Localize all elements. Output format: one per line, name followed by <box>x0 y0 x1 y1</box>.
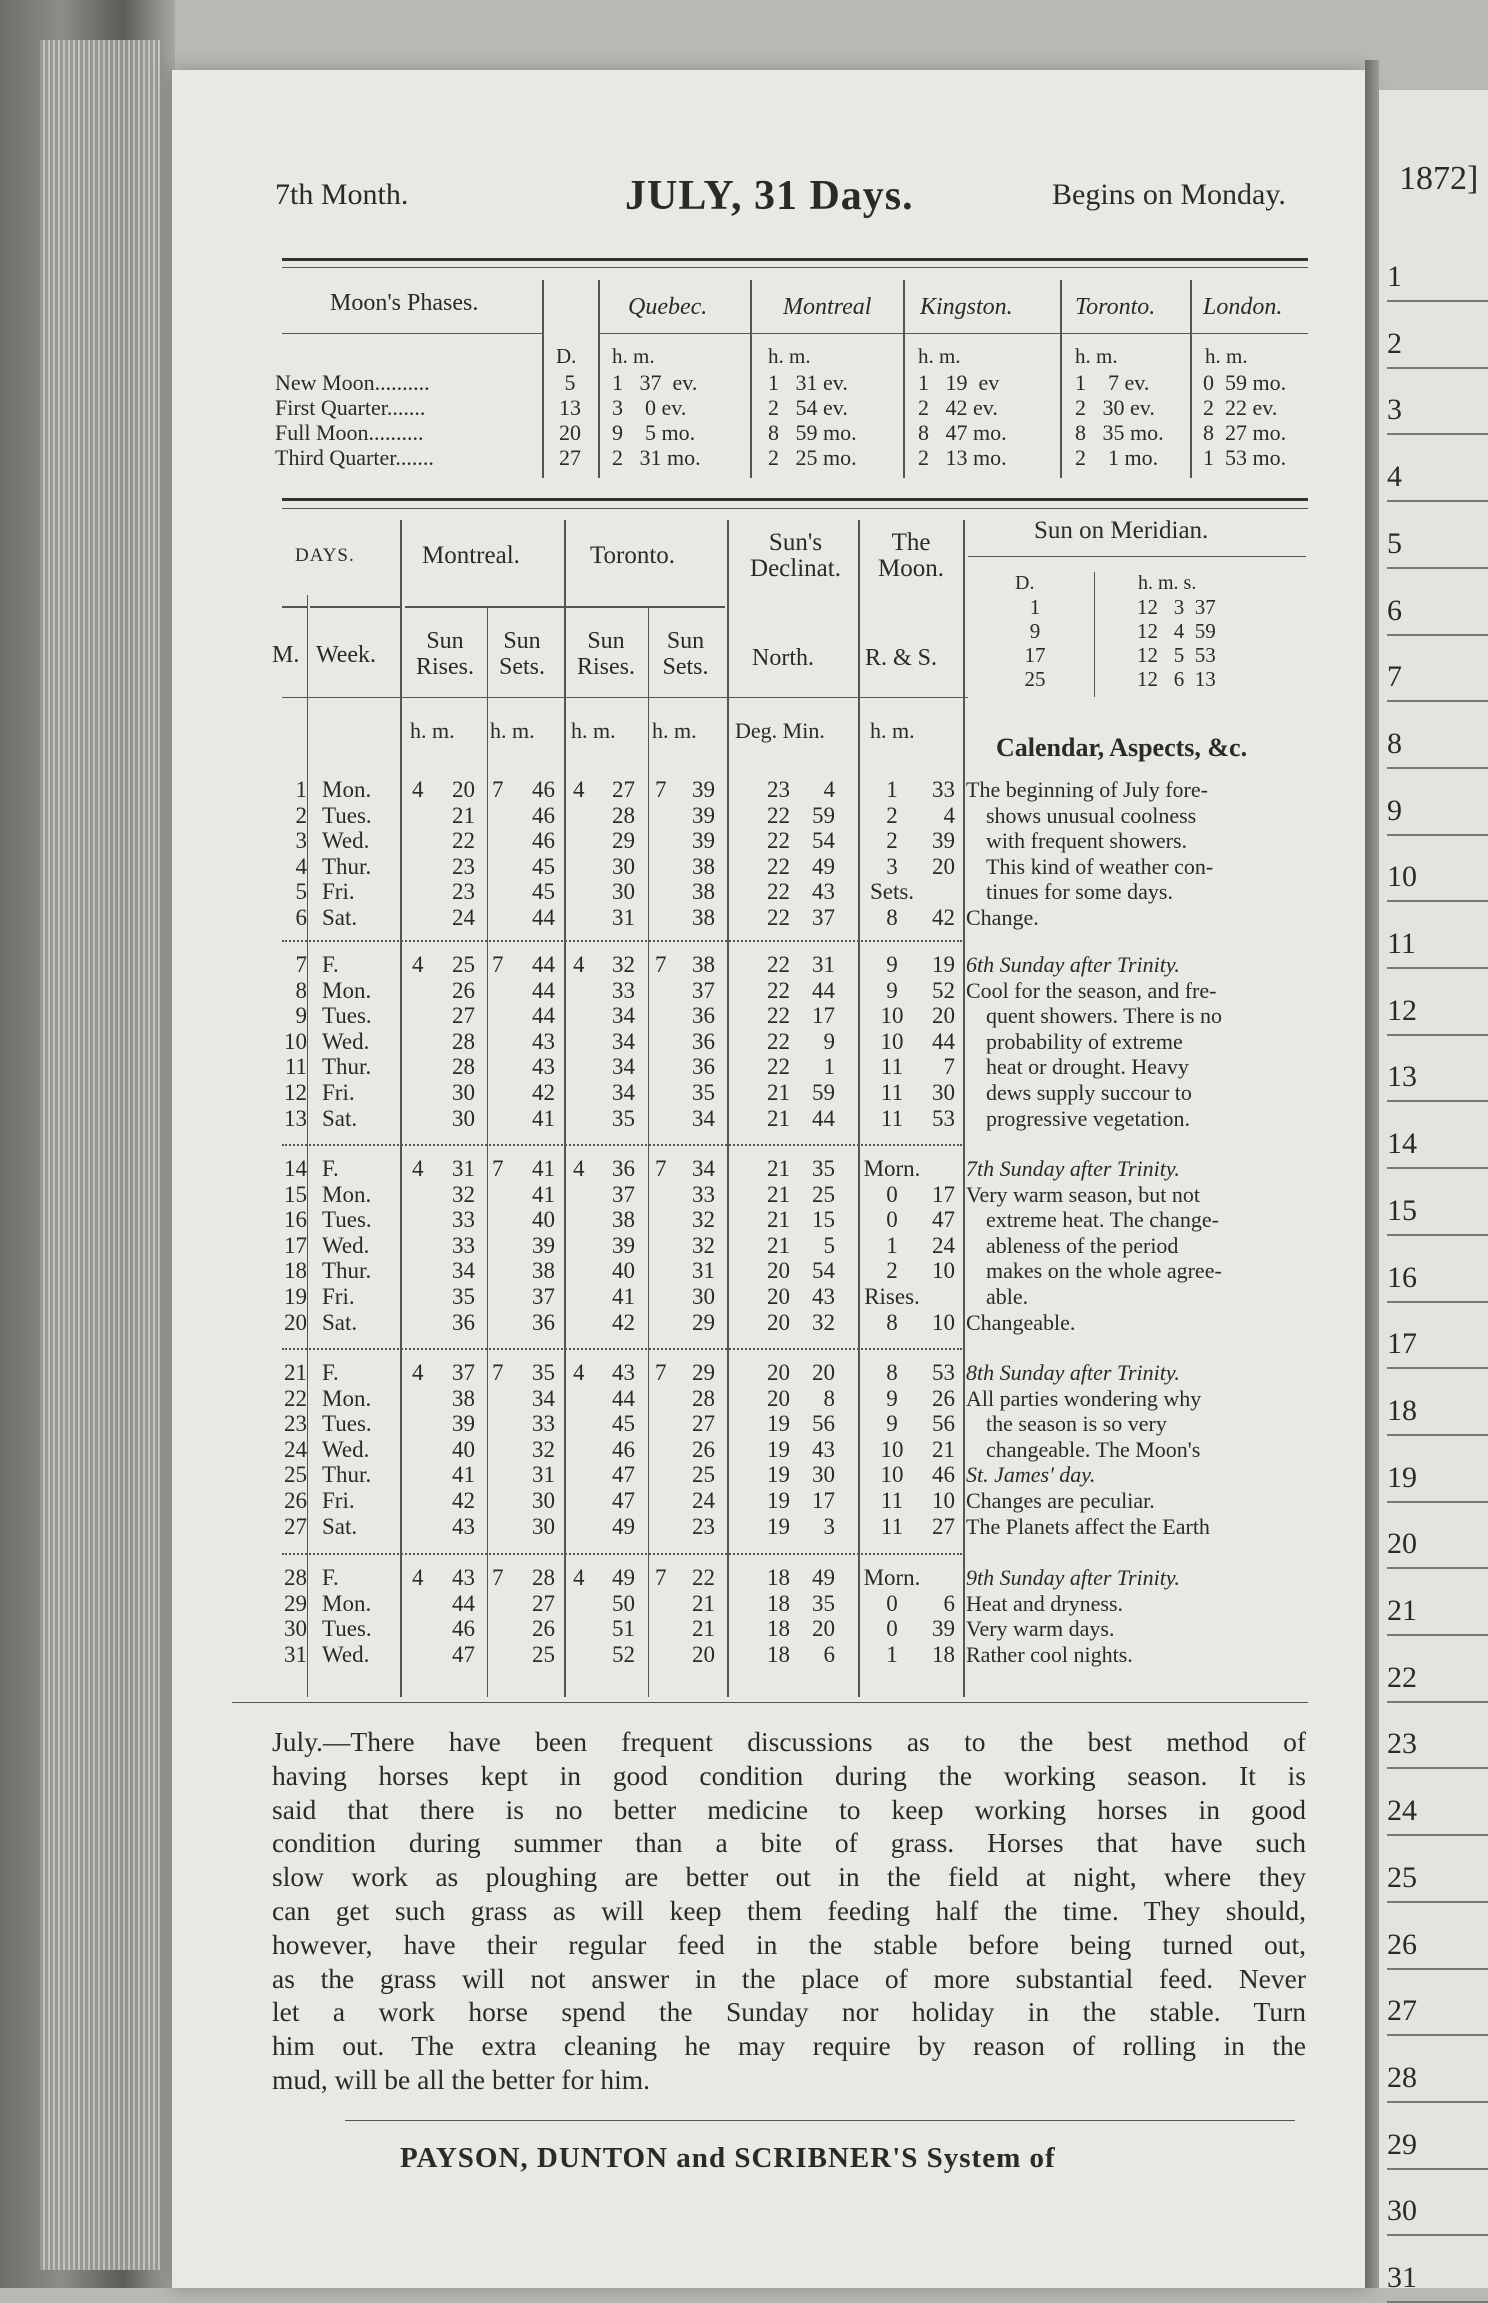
montreal-rise-hour-column: 4 <box>412 1360 424 1385</box>
calendar-line: 8th Sunday after Trinity. <box>966 1360 1180 1385</box>
phases-subhead-q: h. m. <box>612 344 655 368</box>
facing-day-number: 8 <box>1387 727 1488 769</box>
calendar-line: changeable. The Moon's <box>986 1436 1201 1462</box>
paragraph-line: said that there is no better medicine to keep working horses in good <box>272 1793 1306 1825</box>
calendar-line: heat or drought. Heavy <box>986 1054 1189 1080</box>
paragraph-line: however, have their regular feed in the stable before being turned out, <box>272 1928 1306 1960</box>
moon-header: The Moon. <box>878 529 944 582</box>
toronto-sets-hm: h. m. <box>652 718 697 743</box>
toronto-rises-hm: h. m. <box>571 718 616 743</box>
calendar-line: able. <box>986 1283 1029 1309</box>
moon-hour-column: 1 2 2 3 Sets. 8 <box>869 777 915 930</box>
toronto-rise-min-column: 27 28 29 30 30 31 <box>612 777 635 930</box>
moon-hour-column: Morn. 0 0 1 2 Rises. 8 <box>863 1156 921 1335</box>
toronto-rise-hour-column: 4 <box>573 1360 585 1385</box>
facing-day-number: 18 <box>1387 1394 1488 1436</box>
paragraph-line: having horses kept in good condition during the working season. It is <box>272 1759 1306 1791</box>
mid-rule <box>282 498 1308 501</box>
phase-m-cell: 8 59 mo. <box>768 420 857 445</box>
declination-min-column: 49 35 20 6 <box>812 1565 835 1667</box>
phases-subhead-l: h. m. <box>1205 344 1248 368</box>
facing-day-number: 24 <box>1387 1794 1488 1836</box>
montreal-rise-min-column: 31 32 33 33 34 35 36 <box>452 1156 475 1335</box>
facing-day-number: 23 <box>1387 1727 1488 1769</box>
day-of-week-column: F. Mon. Tues. Wed. <box>322 1565 372 1667</box>
montreal-rise-hour-column: 4 <box>412 777 424 802</box>
day-of-month-column: 7 8 9 10 11 12 13 <box>284 952 307 1131</box>
calendar-notes <box>966 952 1306 1131</box>
toronto-rise-min-column: 32 33 34 34 34 34 35 <box>612 952 635 1131</box>
facing-day-number: 12 <box>1387 994 1488 1036</box>
calendar-line: The Planets affect the Earth <box>966 1513 1210 1539</box>
paragraph-line: July.—There have been frequent discussions as to the best method of <box>272 1726 1306 1757</box>
phase-d-cell: 13 <box>559 395 581 420</box>
day-of-week-column: F. Mon. Tues. Wed. Thur. Fri. Sat. <box>322 1156 372 1335</box>
meridian-days: 1 9 17 25 <box>1024 595 1046 691</box>
calendar-line: Very warm season, but not <box>966 1181 1201 1207</box>
phases-subhead-d: D. <box>556 344 577 368</box>
july-paragraph <box>272 1725 1306 2097</box>
montreal-rise-min-column: 20 21 22 23 23 24 <box>452 777 475 930</box>
calendar-line: This kind of weather con- <box>986 853 1214 879</box>
day-of-month-column: 14 15 16 17 18 19 20 <box>284 1156 307 1335</box>
m-header: M. <box>272 642 300 668</box>
phases-city-quebec: Quebec. <box>628 294 708 320</box>
declination-min-column: 31 44 17 9 1 59 44 <box>812 952 835 1131</box>
montreal-set-hour-column: 7 <box>492 777 504 802</box>
calendar-line: makes on the whole agree- <box>986 1258 1222 1284</box>
calendar-line: St. James' day. <box>966 1462 1096 1488</box>
facing-day-number: 21 <box>1387 1594 1488 1636</box>
calendar-line: Very warm days. <box>966 1616 1115 1642</box>
phase-l-cell: 2 22 ev. <box>1203 395 1278 420</box>
phase-k-cell: 2 13 mo. <box>918 445 1007 470</box>
declination-deg-column: 18 18 18 18 <box>767 1565 790 1667</box>
calendar-line: progressive vegetation. <box>986 1105 1191 1131</box>
calendar-line: Cool for the season, and fre- <box>966 977 1217 1003</box>
calendar-line: Rather cool nights. <box>966 1641 1133 1667</box>
toronto-set-hour-column: 7 <box>655 777 667 802</box>
moon-hour-column: Morn. 0 0 1 <box>863 1565 921 1667</box>
paragraph-line: let a work horse spend the Sunday nor holiday in the stable. Turn <box>272 1996 1306 2028</box>
montreal-set-min-column: 44 44 44 43 43 42 41 <box>532 952 555 1131</box>
calendar-line: The beginning of July fore- <box>966 777 1208 802</box>
toronto-rise-hour-column: 4 <box>573 952 585 977</box>
top-rule-thin <box>282 267 1308 268</box>
paragraph-line: condition during summer than a bite of grass. Horses that have such <box>272 1827 1306 1859</box>
day-of-week-column: Mon. Tues. Wed. Thur. Fri. Sat. <box>322 777 372 930</box>
moon-min-column: 17 47 24 10 10 <box>932 1181 955 1335</box>
toronto-set-min-column: 39 39 39 38 38 38 <box>692 777 715 930</box>
toronto-sets-header: Sun Sets. <box>662 628 709 680</box>
facing-day-number: 31 <box>1387 2261 1488 2303</box>
phases-heading: Moon's Phases. <box>330 290 479 316</box>
facing-day-number: 14 <box>1387 1127 1488 1169</box>
toronto-rises-header: Sun Rises. <box>576 628 635 680</box>
declination-deg-column: 21 21 21 21 20 20 20 <box>767 1156 790 1335</box>
calendar-line: the season is so very <box>986 1411 1167 1437</box>
phase-q-cell: 2 31 mo. <box>612 445 701 470</box>
facing-day-number: 1 <box>1387 260 1488 302</box>
begins-label: Begins on Monday. <box>1052 178 1286 211</box>
toronto-set-hour-column: 7 <box>655 952 667 977</box>
calendar-header: Calendar, Aspects, &c. <box>996 733 1248 762</box>
calendar-line: All parties wondering why <box>966 1385 1202 1411</box>
calendar-line: ableness of the period <box>986 1232 1179 1258</box>
phase-name-cell: Full Moon.......... <box>275 420 424 445</box>
toronto-rise-min-column: 36 37 38 39 40 41 42 <box>612 1156 635 1335</box>
sun-declination-header: Sun's Declinat. <box>750 529 841 582</box>
toronto-rise-hour-column: 4 <box>573 777 585 802</box>
week-header: Week. <box>316 642 377 668</box>
calendar-line: probability of extreme <box>986 1028 1183 1054</box>
toronto-set-min-column: 29 28 27 26 25 24 23 <box>692 1360 715 1539</box>
phase-l-cell: 1 53 mo. <box>1203 445 1287 470</box>
calendar-line: tinues for some days. <box>986 879 1173 905</box>
page-title: JULY, 31 Days. <box>625 173 914 219</box>
facing-day-number: 29 <box>1387 2128 1488 2170</box>
facing-day-number: 22 <box>1387 1661 1488 1703</box>
toronto-rise-hour-column: 4 <box>573 1156 585 1181</box>
toronto-header: Toronto. <box>590 542 676 569</box>
days-header: DAYS. <box>295 545 355 566</box>
facing-day-number: 28 <box>1387 2061 1488 2103</box>
page-edges <box>40 40 160 2270</box>
month-label: 7th Month. <box>275 178 409 211</box>
phase-q-cell: 3 0 ev. <box>612 395 687 420</box>
calendar-line: Changeable. <box>966 1309 1076 1335</box>
calendar-notes <box>966 777 1306 931</box>
montreal-set-hour-column: 7 <box>492 1156 504 1181</box>
calendar-line: Heat and dryness. <box>966 1590 1124 1616</box>
day-of-month-column: 28 29 30 31 <box>284 1565 307 1667</box>
mid-rule-thin <box>282 508 1308 509</box>
paragraph-line: him out. The extra cleaning he may require by reason of rolling in the <box>272 2030 1306 2062</box>
facing-day-number: 17 <box>1387 1327 1488 1369</box>
book-gutter <box>1365 60 1379 2288</box>
declination-deg-column: 22 22 22 22 22 21 21 <box>767 952 790 1131</box>
phase-q-cell: 1 37 ev. <box>612 370 698 395</box>
montreal-rise-hour-column: 4 <box>412 1156 424 1181</box>
montreal-set-hour-column: 7 <box>492 952 504 977</box>
facing-day-number: 19 <box>1387 1461 1488 1503</box>
montreal-set-hour-column: 7 <box>492 1360 504 1385</box>
phases-city-london: London. <box>1203 294 1283 320</box>
phase-l-cell: 8 27 mo. <box>1203 420 1287 445</box>
calendar-notes <box>966 1156 1306 1335</box>
montreal-rise-hour-column: 4 <box>412 1565 424 1590</box>
moon-hour-column: 8 9 9 10 10 11 11 <box>880 1360 904 1539</box>
phase-t-cell: 8 35 mo. <box>1075 420 1164 445</box>
phase-k-cell: 8 47 mo. <box>918 420 1007 445</box>
calendar-line: Changes are peculiar. <box>966 1487 1155 1513</box>
declination-min-column: 4 59 54 49 43 37 <box>812 777 835 930</box>
montreal-set-min-column: 41 41 40 39 38 37 36 <box>532 1156 555 1335</box>
facing-day-number: 25 <box>1387 1861 1488 1903</box>
declination-min-column: 35 25 15 5 54 43 32 <box>812 1156 835 1335</box>
moon-min-column: 6 39 18 <box>932 1590 955 1667</box>
toronto-rise-min-column: 49 50 51 52 <box>612 1565 635 1667</box>
phase-m-cell: 2 25 mo. <box>768 445 857 470</box>
calendar-notes <box>966 1565 1306 1667</box>
montreal-sets-header: Sun Sets. <box>498 628 545 680</box>
facing-day-number: 3 <box>1387 393 1488 435</box>
facing-day-number: 10 <box>1387 860 1488 902</box>
meridian-header: Sun on Meridian. <box>1034 517 1209 544</box>
phase-l-cell: 0 59 mo. <box>1203 370 1287 395</box>
montreal-rises-header: Sun Rises. <box>415 628 474 680</box>
declination-min-column: 20 8 56 43 30 17 3 <box>812 1360 835 1539</box>
calendar-line: extreme heat. The change- <box>986 1207 1219 1233</box>
phases-subhead-t: h. m. <box>1075 344 1118 368</box>
montreal-set-min-column: 46 46 46 45 45 44 <box>532 777 555 930</box>
phase-d-cell: 27 <box>559 445 581 470</box>
phase-q-cell: 9 5 mo. <box>612 420 696 445</box>
phases-subhead-k: h. m. <box>918 344 961 368</box>
phases-city-kingston: Kingston. <box>920 294 1013 320</box>
phase-k-cell: 1 19 ev <box>918 370 1000 395</box>
calendar-line: with frequent showers. <box>986 828 1188 854</box>
facing-day-number: 9 <box>1387 794 1488 836</box>
facing-day-number: 20 <box>1387 1527 1488 1569</box>
calendar-line: 6th Sunday after Trinity. <box>966 952 1180 977</box>
toronto-set-min-column: 22 21 21 20 <box>692 1565 715 1667</box>
footer-rule <box>345 2120 1295 2121</box>
facing-day-number: 27 <box>1387 1994 1488 2036</box>
facing-day-number: 16 <box>1387 1261 1488 1303</box>
phase-d-cell: 20 <box>559 420 581 445</box>
calendar-line: 9th Sunday after Trinity. <box>966 1565 1180 1590</box>
montreal-rise-hour-column: 4 <box>412 952 424 977</box>
meridian-times: 12 3 37 12 4 59 12 5 53 12 6 13 <box>1137 595 1216 691</box>
declination-deg-column: 23 22 22 22 22 22 <box>767 777 790 930</box>
moon-min-column: 53 26 56 21 46 10 27 <box>932 1360 955 1539</box>
day-of-week-column: F. Mon. Tues. Wed. Thur. Fri. Sat. <box>322 1360 372 1539</box>
montreal-rises-hm: h. m. <box>410 718 455 743</box>
phase-m-cell: 2 54 ev. <box>768 395 848 420</box>
paragraph-line: slow work as ploughing are better out in the field at night, where they <box>272 1861 1306 1893</box>
week-separator-dots <box>282 1553 962 1555</box>
toronto-rise-hour-column: 4 <box>573 1565 585 1590</box>
phase-t-cell: 1 7 ev. <box>1075 370 1150 395</box>
montreal-header: Montreal. <box>422 542 520 569</box>
phase-t-cell: 2 1 mo. <box>1075 445 1159 470</box>
facing-day-number: 2 <box>1387 327 1488 369</box>
calendar-line: shows unusual coolness <box>986 802 1197 828</box>
calendar-line: quent showers. There is no <box>986 1003 1223 1029</box>
paragraph-line: can get such grass as will keep them feeding half the time. They should, <box>272 1894 1306 1926</box>
calendar-line: Change. <box>966 904 1039 930</box>
paragraph-line: as the grass will not answer in the place of more substantial feed. Never <box>272 1962 1306 1994</box>
montreal-set-min-column: 28 27 26 25 <box>532 1565 555 1667</box>
facing-day-number: 26 <box>1387 1928 1488 1970</box>
meridian-hms-header: h. m. s. <box>1138 572 1197 594</box>
moon-hm: h. m. <box>870 718 915 743</box>
paragraph-line: mud, will be all the better for him. <box>272 2063 651 2095</box>
montreal-set-min-column: 35 34 33 32 31 30 30 <box>532 1360 555 1539</box>
toronto-set-hour-column: 7 <box>655 1156 667 1181</box>
toronto-set-min-column: 34 33 32 32 31 30 29 <box>692 1156 715 1335</box>
facing-day-number: 15 <box>1387 1194 1488 1236</box>
phase-name-cell: Third Quarter....... <box>275 445 434 470</box>
phase-name-cell: First Quarter....... <box>275 395 426 420</box>
rs-header: R. & S. <box>865 645 938 671</box>
moon-hour-column: 9 9 10 10 11 11 11 <box>880 952 904 1131</box>
week-separator-dots <box>282 940 962 942</box>
phase-d-cell: 5 <box>564 370 576 395</box>
declination-degmin: Deg. Min. <box>735 718 825 743</box>
facing-day-number: 6 <box>1387 594 1488 636</box>
bottom-table-rule <box>232 1702 1308 1703</box>
declination-deg-column: 20 20 19 19 19 19 19 <box>767 1360 790 1539</box>
facing-day-number: 5 <box>1387 527 1488 569</box>
day-of-week-column: F. Mon. Tues. Wed. Thur. Fri. Sat. <box>322 952 372 1131</box>
facing-page <box>1379 90 1488 2294</box>
day-of-month-column: 21 22 23 24 25 26 27 <box>284 1360 307 1539</box>
facing-page-year: 1872] <box>1399 160 1479 197</box>
phases-city-toronto: Toronto. <box>1075 294 1156 320</box>
phases-city-montreal: Montreal <box>783 294 872 320</box>
phase-k-cell: 2 42 ev. <box>918 395 998 420</box>
moon-min-column: 33 4 39 20 42 <box>932 777 955 930</box>
week-separator-dots <box>282 1348 962 1350</box>
calendar-line: 7th Sunday after Trinity. <box>966 1156 1180 1181</box>
montreal-rise-min-column: 25 26 27 28 28 30 30 <box>452 952 475 1131</box>
meridian-d-header: D. <box>1015 572 1035 594</box>
top-rule <box>282 258 1308 261</box>
toronto-set-hour-column: 7 <box>655 1565 667 1590</box>
calendar-line: dews supply succour to <box>986 1079 1192 1105</box>
facing-day-number: 13 <box>1387 1060 1488 1102</box>
montreal-set-hour-column: 7 <box>492 1565 504 1590</box>
phases-subhead-m: h. m. <box>768 344 811 368</box>
day-of-month-column: 1 2 3 4 5 6 <box>295 777 307 930</box>
facing-day-number: 4 <box>1387 460 1488 502</box>
facing-day-number: 11 <box>1387 927 1488 969</box>
toronto-set-min-column: 38 37 36 36 36 35 34 <box>692 952 715 1131</box>
moon-min-column: 19 52 20 44 7 30 53 <box>932 952 955 1131</box>
calendar-notes <box>966 1360 1306 1539</box>
north-header: North. <box>752 645 814 671</box>
phase-t-cell: 2 30 ev. <box>1075 395 1155 420</box>
phase-m-cell: 1 31 ev. <box>768 370 848 395</box>
footer-text: PAYSON, DUNTON and SCRIBNER'S System of <box>400 2142 1056 2174</box>
toronto-set-hour-column: 7 <box>655 1360 667 1385</box>
montreal-sets-hm: h. m. <box>490 718 535 743</box>
montreal-rise-min-column: 43 44 46 47 <box>452 1565 475 1667</box>
montreal-rise-min-column: 37 38 39 40 41 42 43 <box>452 1360 475 1539</box>
toronto-rise-min-column: 43 44 45 46 47 47 49 <box>612 1360 635 1539</box>
phase-name-cell: New Moon.......... <box>275 370 430 395</box>
facing-day-number: 30 <box>1387 2194 1488 2236</box>
facing-day-number: 7 <box>1387 660 1488 702</box>
week-separator-dots <box>282 1144 962 1146</box>
